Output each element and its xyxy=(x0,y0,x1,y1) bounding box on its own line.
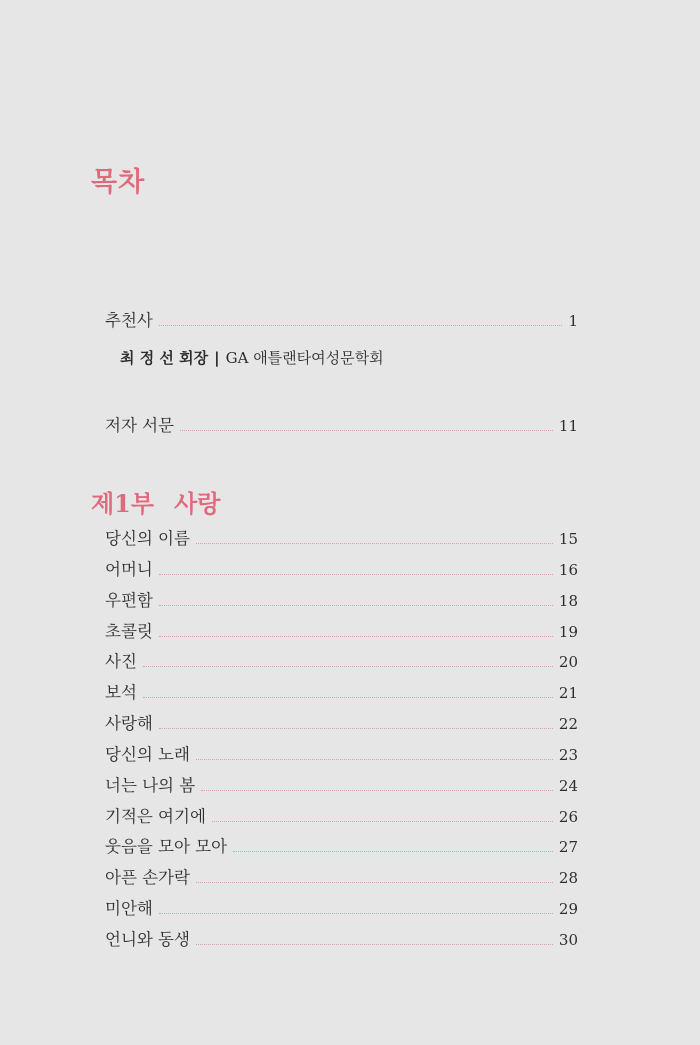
toc-entry-label: 당신의 노래 xyxy=(105,745,190,764)
toc-entry[interactable] xyxy=(105,897,578,921)
toc-entry[interactable] xyxy=(105,527,578,551)
credit-separator: | xyxy=(214,349,220,367)
toc-entry[interactable] xyxy=(105,589,578,613)
toc-entry-label: 당신의 이름 xyxy=(105,529,190,548)
toc-entry-page: 21 xyxy=(558,684,578,702)
dot-leader xyxy=(143,697,553,698)
toc-entry-page: 29 xyxy=(558,900,578,918)
toc-entry[interactable] xyxy=(105,805,578,829)
dot-leader xyxy=(196,882,553,883)
dot-leader xyxy=(233,851,553,852)
part-number: 제1부 xyxy=(91,489,155,518)
toc-entry-page: 11 xyxy=(558,417,578,435)
dot-leader xyxy=(196,543,553,544)
dot-leader xyxy=(212,821,553,822)
toc-entry-recommendation[interactable] xyxy=(105,309,578,333)
toc-entry-page: 24 xyxy=(558,777,578,795)
toc-entry-label: 웃음을 모아 모아 xyxy=(105,837,228,856)
toc-entry-label: 미안해 xyxy=(105,899,153,918)
dot-leader xyxy=(180,430,553,431)
dot-leader xyxy=(143,666,553,667)
toc-entry[interactable] xyxy=(105,681,578,705)
toc-entry-page: 16 xyxy=(558,561,578,579)
toc-entry-preface[interactable] xyxy=(105,414,578,438)
part-heading xyxy=(91,484,220,519)
toc-entry-label: 기적은 여기에 xyxy=(105,807,206,826)
recommender-name: 최 정 선 회장 xyxy=(120,349,209,367)
toc-entry[interactable] xyxy=(105,712,578,736)
dot-leader xyxy=(159,325,563,326)
dot-leader xyxy=(159,728,553,729)
dot-leader xyxy=(159,605,553,606)
recommender-org: GA 애틀랜타여성문학회 xyxy=(225,349,384,367)
toc-entry-label: 추천사 xyxy=(105,311,153,330)
toc-entry-page: 26 xyxy=(558,808,578,826)
toc-entry-page: 18 xyxy=(558,592,578,610)
recommender-credit xyxy=(120,347,384,369)
toc-entry-label: 초콜릿 xyxy=(105,622,153,641)
toc-entry-page: 22 xyxy=(558,715,578,733)
toc-entry-page: 23 xyxy=(558,746,578,764)
toc-entry-page: 30 xyxy=(558,931,578,949)
toc-entry[interactable] xyxy=(105,835,578,859)
toc-title: 목차 xyxy=(91,167,146,198)
toc-entry-page: 1 xyxy=(568,312,578,330)
toc-entry[interactable] xyxy=(105,650,578,674)
dot-leader xyxy=(201,790,553,791)
toc-entry-label: 어머니 xyxy=(105,560,153,579)
toc-entry-label: 언니와 동생 xyxy=(105,930,190,949)
toc-entry[interactable] xyxy=(105,866,578,890)
part-title: 사랑 xyxy=(174,489,221,518)
toc-entry[interactable] xyxy=(105,558,578,582)
dot-leader xyxy=(159,913,553,914)
dot-leader xyxy=(159,574,553,575)
toc-entry[interactable] xyxy=(105,620,578,644)
toc-entry-page: 27 xyxy=(558,838,578,856)
toc-entry-label: 보석 xyxy=(105,683,137,702)
toc-entry-label: 우편함 xyxy=(105,591,153,610)
dot-leader xyxy=(159,636,553,637)
dot-leader xyxy=(196,759,553,760)
toc-entry[interactable] xyxy=(105,743,578,767)
toc-entry-label: 너는 나의 봄 xyxy=(105,776,196,795)
toc-entry-label: 사진 xyxy=(105,652,137,671)
toc-entry-label: 사랑해 xyxy=(105,714,153,733)
toc-entry-page: 28 xyxy=(558,869,578,887)
toc-entry-page: 20 xyxy=(558,653,578,671)
toc-entry[interactable] xyxy=(105,774,578,798)
toc-entry-page: 19 xyxy=(558,623,578,641)
toc-entry[interactable] xyxy=(105,928,578,952)
dot-leader xyxy=(196,944,553,945)
toc-entry-label: 아픈 손가락 xyxy=(105,868,190,887)
toc-entry-label: 저자 서문 xyxy=(105,416,175,435)
toc-entry-page: 15 xyxy=(558,530,578,548)
